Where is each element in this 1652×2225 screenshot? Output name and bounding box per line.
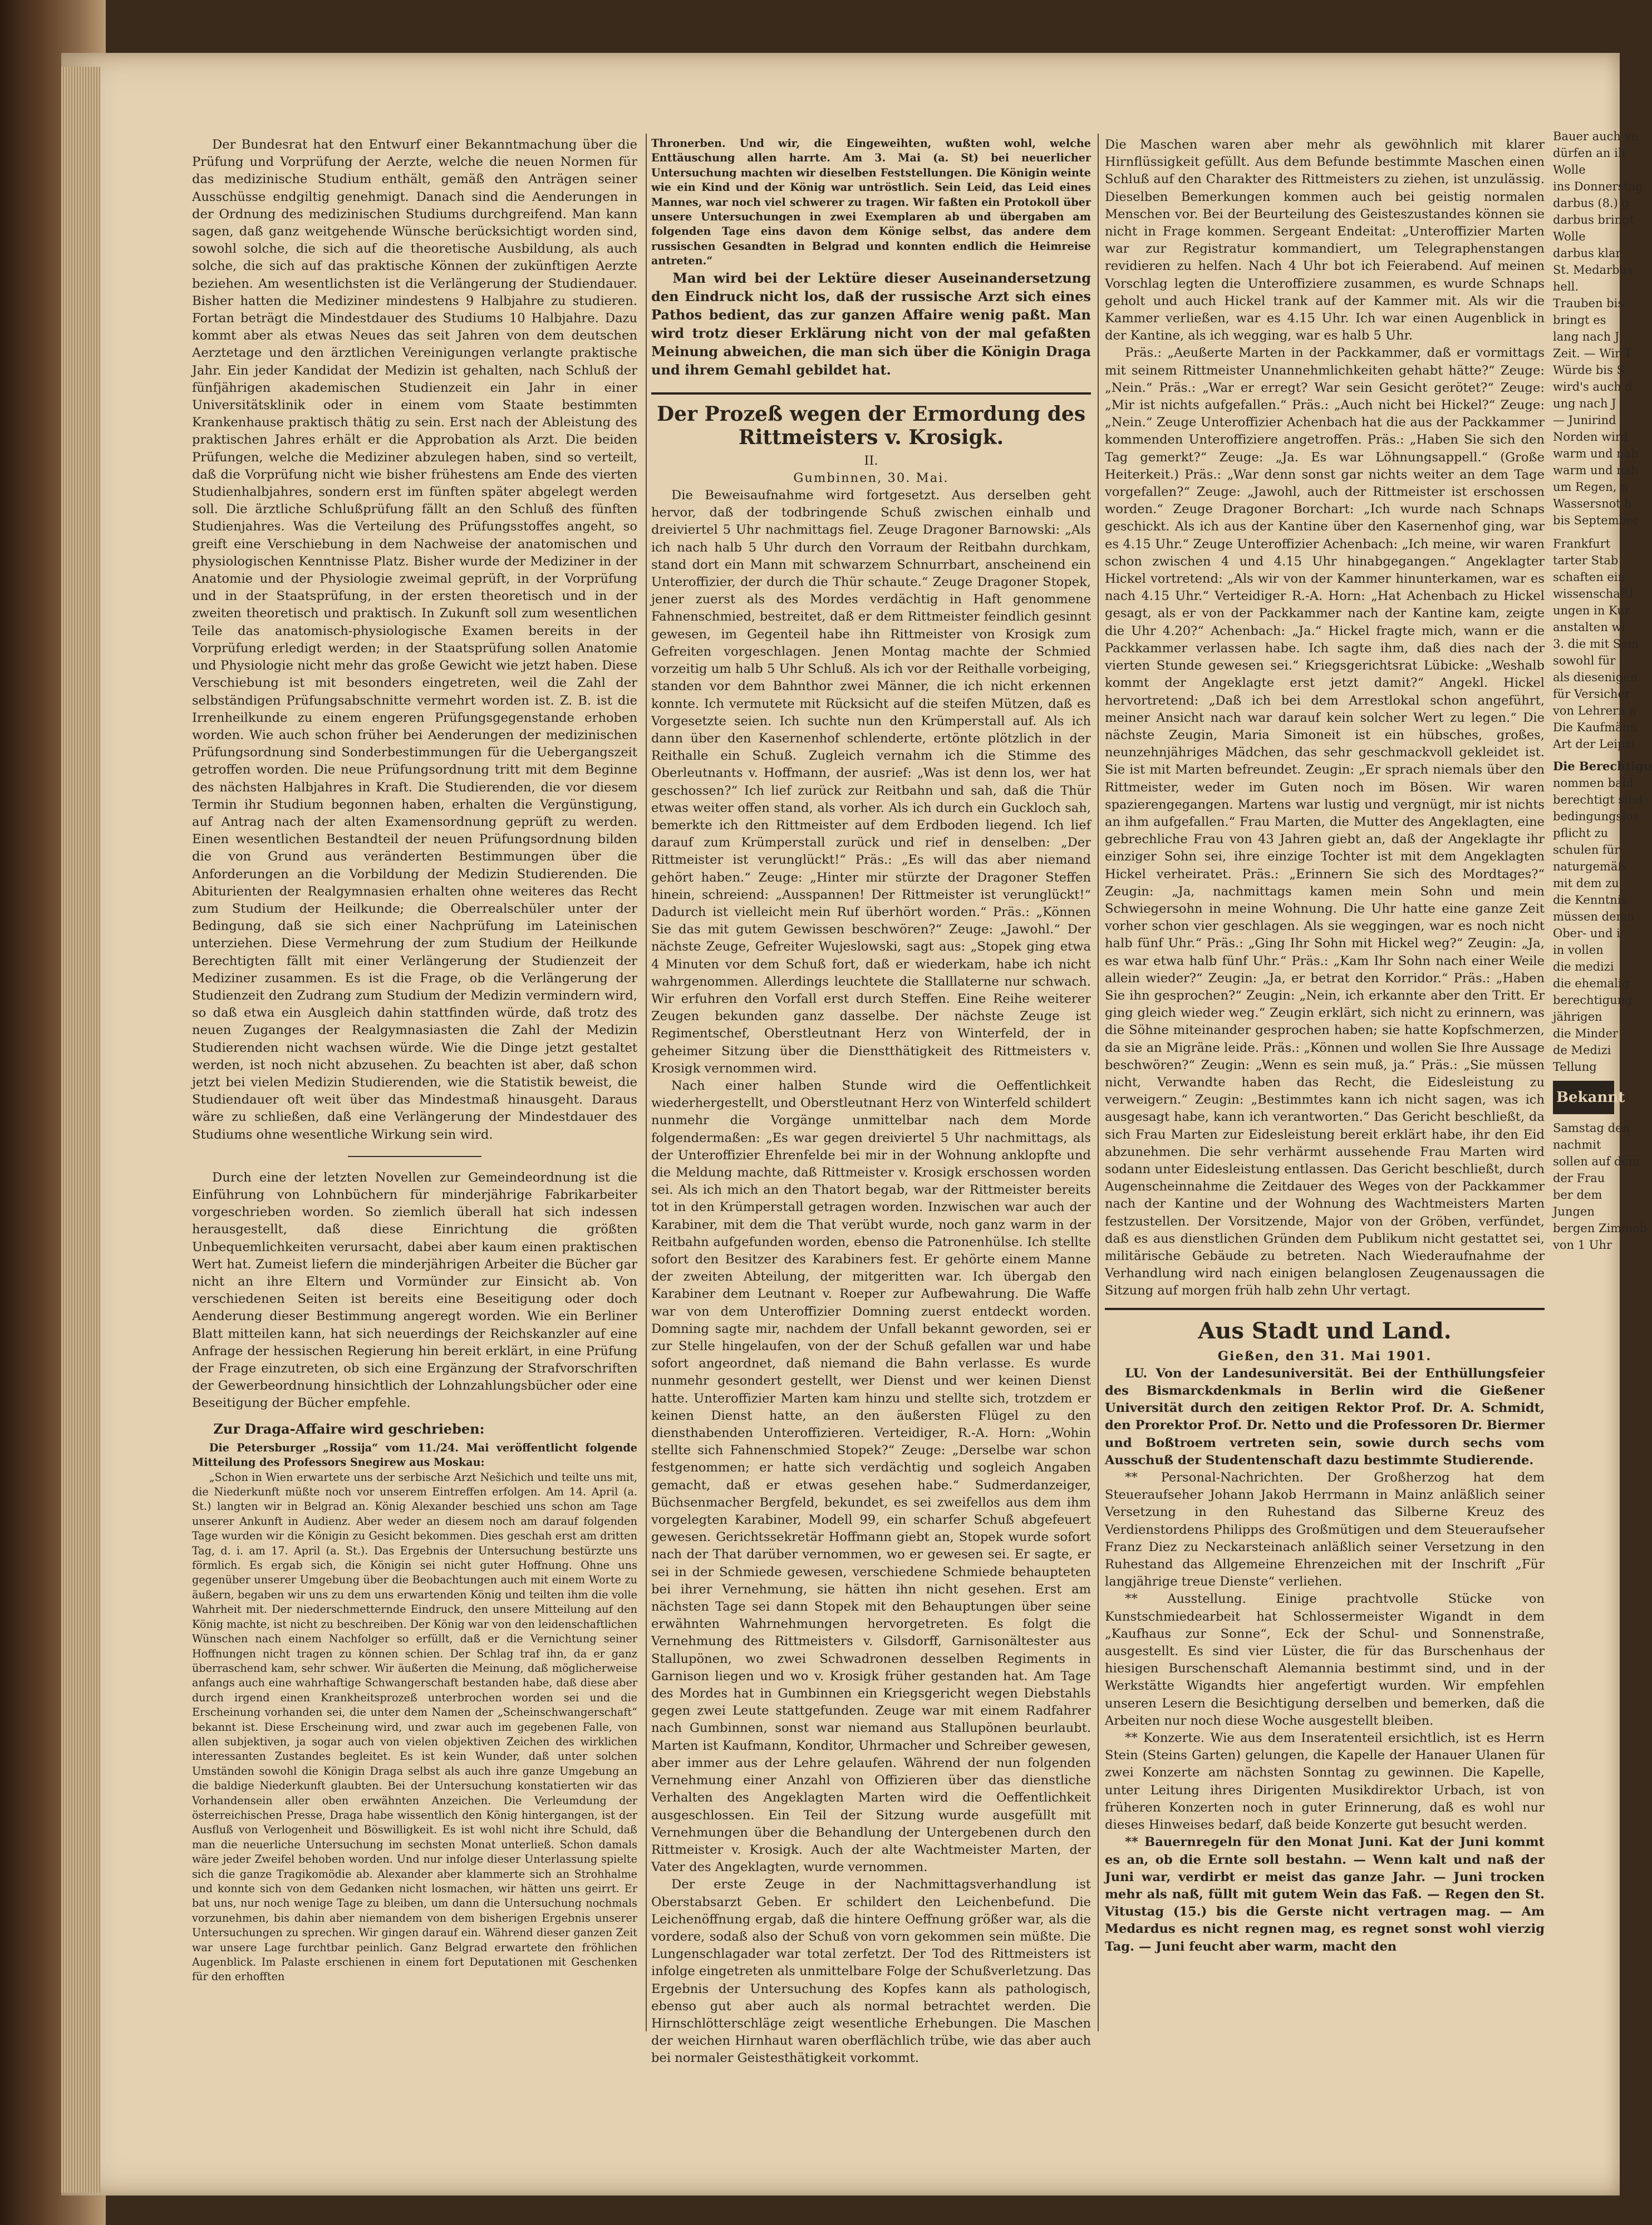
draga-text: „Schon in Wien erwartete uns der serbische Arzt Nešichich und teilte uns mit, die Niederkunft müßte noch vor unserem Eintreffen erfolgen. Am 14. April (a. St.) langten wir in Belgrad an. König Alexander beschied uns schon am Tage unserer Ankunft in Audienz. Aber weder an diesem noch am darauf folgenden Tage wurden wir die Königin zu Gesicht bekommen. Dies geschah erst am dritten Tag, d. i. am 17. April (a. St.). Das Ergebnis der Untersuchung bestürzte uns förmlich. Es ergab sich, die Königin sei nicht guter Hoffnung. Ohne uns gegenüber unserer Umgebung über die Beobachtungen auch mit einem Worte zu äußern, begaben wir uns zu dem uns erwartenden König und teilten ihm die volle Wahrheit mit. Der niederschmetternde Eindruck, den unsere Mitteilung auf den König machte, ist nicht zu beschreiben. Der König war von den leidenschaftlichen Wünschen nach einem Nachfolger so erfüllt, daß er die Vernichtung seiner Hoffnungen nicht tragen zu können schien. Der Schlag traf ihn, da er ganz überraschend kam, sehr schwer. Wir äußerten die Meinung, daß möglicherweise anfangs auch eine wahrhaftige Schwangerschaft bestanden habe, daß diese aber durch irgend einen Krankheitsprozeß unterbrochen worden sei und die Erscheinung vorhanden sei, die unter dem Namen der „Scheinschwangerschaft“ bekannt ist. Diese Erscheinung wird, und zwar auch im gegebenen Falle, von allen subjektiven, ja sogar auch von vielen objektiven Zeichen des wirklichen interessanten Zustandes begleitet. Es ist kein Wunder, daß unter solchen Umständen sowohl die Königin Draga selbst als auch ihre ganze Umgebung an die baldige Niederkunft glaubten. Bei der Untersuchung konstatierten wir das Vorhandensein aller oben erwähnten Anzeichen. Die Verleumdung der österreichischen Presse, Draga habe wissentlich den König hintergangen, ist der Ausfluß von Verlogenheit und Böswilligkeit. Es ist wohl nicht ihre Schuld, daß man die neuerliche Untersuchung im sechsten Monat unterließ. Schon damals wäre jeder Zweifel behoben worden. Und nur infolge dieser Unterlassung spielte sich die ganze Tragikomödie ab. Alexander aber klammerte sich an Strohhalme und konnte sich von dem Gedanken nicht losmachen, wir hätten uns geirrt. Er bat uns, nur noch wenige Tage zu bleiben, um dann die Untersuchung nochmals vorzunehmen, bis dahin aber niemandem von dem bisherigen Ergebnis unserer Untersuchungen zu sprechen. Wir gingen darauf ein. Während dieser ganzen Zeit war unsere Lage furchtbar peinlich. Ganz Belgrad erwartete den fröhlichen Augenblick. Im Palaste erschienen in einem fort Deputationen mit Geschenken für den erhofften [192, 1470, 637, 1983]
trial-paragraph: Die Beweisaufnahme wird fortgesetzt. Aus derselben geht hervor, daß der todbringende Schuß zwischen einhalb und dreiviertel 5 Uhr nachmittags fiel. Zeuge Dragoner Barnowski: „Als ich nach halb 5 Uhr durch den Vorraum der Reitbahn durchkam, stand dort ein Mann mit schwarzem Schnurrbart, anscheinend ein Unteroffizier, der durch die Thür schaute.“ Zeuge Dragoner Stopek, jener zuerst als des Mordes verdächtig in Haft genommene Fahnenschmied, bestreitet, daß er dem Rittmeister feindlich gesinnt gewesen, im Gegenteil habe ihn Rittmeister von Krosigk zum Gefreiten vorgeschlagen. Jenen Montag machte der Schmied vorzeitig um halb 5 Uhr Schluß. Als ich vor der Reithalle vorbeiging, standen vor dem Bahnthor zwei Männer, die ich nicht erkennen konnte. Ich vermutete mit Rücksicht auf die steifen Mützen, daß es Vorgesetzte seien. Ich suchte nun den Krümperstall auf. Als ich dann über den Kasernenhof schlenderte, ertönte plötzlich in der Reithalle ein Schuß. Zugleich vernahm ich die Stimme des Oberleutnants v. Hoffmann, der ausrief: „Was ist denn los, wer hat geschossen?“ Ich lief zurück zur Reitbahn und sah, daß die Thür etwas weiter offen stand, als vorher. Als ich durch ein Guckloch sah, bemerkte ich den Rittmeister auf dem Erdboden liegend. Ich lief darauf zum Krümperstall zurück und rief in denselben: „Der Rittmeister ist verunglückt!“ Präs.: „Es will das aber niemand gehört haben.“ Zeuge: „Hinter mir stürzte der Dragoner Steffen hinein, schreiend: „Ausspannen! Der Rittmeister ist verunglückt!“ Dadurch ist vielleicht mein Ruf überhört worden.“ Präs.: „Können Sie das mit gutem Gewissen beschwören?“ Zeuge: „Jawohl.“ Der nächste Zeuge, Gefreiter Wujeslowski, sagt aus: „Stopek ging etwa 4 Minuten vor dem Schuß fort, daß er wiederkam, habe ich nicht wahrgenommen. Allerdings leuchtete die Stalllaterne nur schwach. Wir erfuhren den Vorfall erst durch Steffen. Eine Reihe weiterer Zeugen bekunden ganz dasselbe. Der nächste Zeuge ist Regimentschef, Oberstleutnant Herz von Winterfeld, der in geheimer Sitzung über die Dienstthätigkeit des Rittmeisters v. Krosigk vernommen wird. [651, 488, 1091, 1076]
fragment-line: Jungen [1553, 1205, 1595, 1218]
fragment-line: der Frau [1553, 1171, 1605, 1185]
fragment-line: bringt es [1553, 313, 1606, 327]
fragment-line: sollen auf dem [1553, 1155, 1640, 1168]
fragment-line: von 1 Uhr [1553, 1238, 1612, 1252]
fragment-lines-mid [1553, 535, 1639, 752]
fragment-line: für Versicher [1553, 687, 1630, 701]
draga-intro: Die Petersburger „Rossija“ vom 11./24. Mai veröffentlicht folgende Mitteilung des Professors Snegirew aus Moskau: [192, 1441, 637, 1469]
trial-part: II. [864, 453, 878, 468]
fragment-line: darbus klar [1553, 247, 1621, 260]
fragment-line: Samstag den [1553, 1121, 1630, 1135]
fragment-line: nachmit [1553, 1138, 1601, 1151]
fragment-lines-bottom [1553, 775, 1643, 1075]
fragment-line: berechtigt sind [1553, 793, 1643, 806]
fragment-line: ins Donnerstag [1553, 180, 1643, 193]
fragment-line: bedingungslos [1553, 810, 1639, 823]
trial-continued: Präs.: „Aeußerte Marten in der Packkammer, daß er vormittags mit seinem Rittmeister Unannehmlichkeiten gehabt hätte?“ Zeuge: „Nein.“ Präs.: „War er erregt? War sein Gesicht gerötet?“ Zeuge: „Mir ist nichts aufgefallen.“ Präs.: „Auch nicht bei Hickel?“ Zeuge: „Nein.“ Zeuge Unteroffizier Achenbach hat die aus der Packkammer kommenden Unteroffiziere angetroffen. Präs.: „Haben Sie sich den Tag gemerkt?“ Zeuge: „Ja. Es war Löhnungsappell.“ (Große Heiterkeit.) Präs.: „War denn sonst gar nichts weiter an dem Tage vorgefallen?“ Zeuge: „Jawohl, auch der Rittmeister ist erschossen worden.“ Zeuge Dragoner Borchart: „Ich wurde nach Schnaps geschickt. Als ich aus der Kantine über den Kasernenhof ging, war es 4.15 Uhr.“ Zeuge Unteroffizier Achenbach: „Ich meine, wir waren schon zwischen 4 und 4.15 Uhr hinabgegangen.“ Angeklagter Hickel vortretend: „Als wir von der Kammer hinunterkamen, war es nach 4.15 Uhr.“ Verteidiger R.-A. Horn: „Hat Achenbach zu Hickel gesagt, als er von der Packkammer nach der Kantine kam, zeigte die Uhr 4.20?“ Achenbach: „Ja.“ Hickel fragte mich, wann er die Packkammer verlassen habe. Ich sagte ihm, daß dies nach der vierten Stunde gewesen sei.“ Kriegsgerichtsrat Lübicke: „Weshalb kommt der Angeklagte erst jetzt damit?“ Angekl. Hickel hervortretend: „Daß ich bei dem Arrestlokal schon angeführt, meiner Ansicht nach war darauf kein solcher Wert zu legen.“ Die nächste Zeugin, Maria Simoneit ist ein hübsches, großes, neunzehnjähriges Mädchen, das sehr geschmackvoll gekleidet ist. Sie ist mit Marten befreundet. Zeugin: „Er sprach niemals über den Rittmeister, weder im Guten noch im Bösen. Wir waren spazierengegangen. Martens war lustig und vergnügt, mir ist nichts an ihm aufgefallen.“ Frau Marten, die Mutter des Angeklagten, eine gebrechliche Frau von 43 Jahren giebt an, daß der Angeklagte ihr einziger Sohn sei, ihre einzige Tochter ist mit dem Angeklagten Hickel verheiratet. Präs.: „Erinnern Sie sich des Mordtages?“ Zeugin: „Ja, nachmittags kamen mein Sohn und mein Schwiegersohn in meine Wohnung. Die Uhr hatte eine ganze Zeit vorher schon vier geschlagen. Als sie weggingen, war es noch nicht halb fünf Uhr.“ Präs.: „Ging Ihr Sohn mit Hickel weg?“ Zeugin: „Ja, es war etwa halb fünf Uhr.“ Präs.: „Kam Ihr Sohn nach einer Weile allein wieder?“ Zeugin: „Ja, er betrat den Korridor.“ Präs.: „Haben Sie ihn gesprochen?“ Zeugin: „Nein, ich erkannte aber den Tritt. Er ging gleich wieder weg.“ Zeugin erklärt, sich nicht zu erinnern, was die Söhne miteinander gesprochen haben; sie hatte Kopfschmerzen, da sie an Migräne leide. Präs.: „Können und wollen Sie Ihre Aussage beschwören?“ Zeugin: „Wenn es sein muß, ja.“ Präs.: „Sie müssen nicht, Verwandte haben das Recht, die Eidesleistung zu verweigern.“ Zeugin: „Bestimmtes kann ich nicht sagen, was ich ausgesagt habe, kann ich verantworten.“ Das Gericht beschließt, da sich Frau Marten zur Eidesleistung bereit erklärt habe, ihr den Eid abzunehmen. Die sehr verhärmt aussehende Frau Marten wird sodann unter Eidesleistung entlassen. Das Gericht beschließt, durch Augenscheinnahme die Zeitdauer des Weges von der Packkammer nach der Kantine und der Wohnung des Wachtmeisters Marten festzustellen. Der Vorsitzende, Major von der Gröben, verfündet, daß es aus dienstlichen Gründen dem Publikum nicht gestattet sei, militärische Gebäude zu betreten. Nach Wiederaufnahme der Verhandlung wird nach einigen belanglosen Zeugenaussagen die Sitzung auf morgen früh halb zehn Uhr vertagt. [1105, 346, 1545, 1298]
draga-continued: Thronerben. Und wir, die Eingeweihten, wußten wohl, welche Enttäuschung allen harrte. Am 3. Mai (a. St) bei neuerlicher Untersuchung machten wir dieselben Feststellungen. Die Königin weinte wie ein Kind und der König war untröstlich. Sein Leid, das Leid eines Mannes, war noch viel schwerer zu tragen. Wir faßten ein Protokoll über unsere Untersuchungen in zwei Exemplaren ab und übergaben am folgenden Tage eins davon dem Könige selbst, das andere dem russischen Gesandten in Belgrad und konnten endlich die Heimreise antreten.“ [651, 137, 1091, 268]
column-3 [1105, 136, 1545, 1956]
fragment-line: bergen Zimmob [1553, 1222, 1648, 1235]
fragment-line: Bauer auch ve [1553, 130, 1638, 143]
trial-paragraph: Der erste Zeuge in der Nachmittagsverhandlung ist Oberstabsarzt Geben. Er schildert den Leichenbefund. Die Leichenöffnung ergab, daß die hintere Oeffnung größer war, als die vordere, sodaß also der Schuß von vorn gekommen sein müßte. Die Lungenschlagader war total zerfetzt. Der Tod des Rittmeisters ist infolge eingetreten als unmittelbare Folge der Schußverletzung. Das Ergebnis der Untersuchung des Kopfes kann als pathologisch, ebenso gut aber auch als normal betrachtet werden. Die Hirnschlötterschläge zeigt wesentliche Erhebungen. Die Maschen der weichen Hirnhaut waren oberflächlich trübe, wie das aber auch bei normaler Geistesthätigkeit vorkommt. [651, 1877, 1091, 2066]
fragment-line: nommen bald [1553, 776, 1634, 790]
column-2 [651, 136, 1091, 2068]
fragment-line: dürfen an ih [1553, 146, 1626, 160]
separator-rule [348, 1156, 481, 1157]
fragment-line: ber dem [1553, 1188, 1602, 1202]
fragment-line: wird's auch d [1553, 380, 1633, 393]
fragment-line: warm und nah [1553, 447, 1639, 460]
fragment-line: die Kenntnis [1553, 893, 1628, 907]
fragment-line: naturgemäß [1553, 860, 1626, 873]
fragment-line: um Regen, n [1553, 480, 1628, 494]
article-wage-books: Durch eine der letzten Novellen zur Gemeindeordnung ist die Einführung von Lohnbüchern für minderjährige Fabrikarbeiter vorgeschrieben worden. So ziemlich überall hat sich indessen herausgestellt, daß diese Einrichtung die größten Unbequemlichkeiten verursacht, dabei aber kaum einen praktischen Wert hat. Zumeist liefern die minderjährigen Arbeiter die Bücher gar nicht an ihre Eltern und Vormünder zur Einsicht ab. Von verschiedenen Seiten ist bereits eine Beseitigung oder doch Aenderung dieser Bestimmung angeregt worden. Wie ein Berliner Blatt mitteilen kann, hat sich neuerdings der Reichskanzler auf eine Anfrage der hessischen Regierung hin bereit erklärt, in eine Prüfung der Frage einzutreten, ob sich eine Ergänzung der Strafvorschriften der Gewerbeordnung hinsichtlich der Lohnzahlungsbücher oder eine Beseitigung der Bücher empfehle. [192, 1170, 637, 1411]
column-1 [192, 136, 637, 1985]
fragment-line: müssen demn [1553, 910, 1635, 923]
fragment-line: Würde bis S [1553, 363, 1625, 377]
fragment-line: die Minder [1553, 1027, 1618, 1040]
local-news-item: ** Bauernregeln für den Monat Juni. Kat der Juni kommt es an, ob die Ernte soll bestahn. — Wenn kalt und naß der Juni war, verdirbt er meist das ganze Jahr. — Juni trocken mehr als naß, füllt mit gutem Wein das Faß. — Regen den St. Vitustag (15.) bis die Gerste nicht vertragen mag. — Am Medardus es nicht regnen mag, es regnet sonst wohl vierzig Tag. — Juni feucht aber warm, macht den [1105, 1835, 1545, 1954]
local-news-item: ** Ausstellung. Einige prachtvolle Stücke von Kunstschmiedearbeit hat Schlossermeister Wigandt in dem „Kaufhaus zur Sonne“, Eck der Schul- und Sonnenstraße, ausgestellt. Es sind vier Lüster, die für das Burschenhaus der hiesigen Burschenschaft Alemannia bestimmt sind, und in der Werkstätte Wigandts hier angefertigt wurden. Wir empfehlen unseren Lesern die Besichtigung derselben und bemerken, daß die Arbeiten nur noch diese Woche ausgestellt bleiben. [1105, 1592, 1545, 1728]
fragment-heading: Die Berechtigu [1553, 759, 1652, 773]
page-edges [61, 67, 100, 2193]
fragment-line: mit dem zu [1553, 877, 1619, 890]
fragment-line: tarter Stab [1553, 554, 1619, 567]
fragment-line: Trauben bis [1553, 297, 1624, 310]
fragment-line: in vollen [1553, 943, 1604, 957]
fragment-line: Wolle [1553, 230, 1586, 243]
fragment-line: — Junirind [1553, 414, 1616, 427]
fragment-line: warm und nah [1553, 464, 1639, 477]
fragment-box: Bekannt [1553, 1081, 1614, 1114]
fragment-line: wissenschaftl [1553, 587, 1633, 600]
fragment-line: die medizi [1553, 960, 1614, 973]
trial-dateline: Gumbinnen, 30. Mai. [793, 470, 949, 485]
trial-heading: Der Prozeß wegen der Ermordung des Rittmeisters v. Krosigk. [656, 402, 1086, 449]
fragment-line: St. Medarbus [1553, 263, 1633, 277]
fragment-line: darbus bringt [1553, 213, 1635, 227]
fragment-line: von Lehrern a [1553, 704, 1636, 717]
heading-rule [651, 392, 1091, 395]
article-medical-exam: Der Bundesrat hat den Entwurf einer Bekanntmachung über die Prüfung und Vorprüfung der Aerzte, welche die neuen Normen für das medizinische Studium enthält, gemäß den Anträgen seiner Ausschüsse endgiltig genehmigt. Danach sind die Aenderungen in der Ordnung des medizinischen Studiums durchgreifend. Man kann sagen, daß ganz weitgehende Wünsche berücksichtigt worden sind, sowohl solche, die sich auf die theoretische Ausbildung, als auch solche, die sich auf das praktische Können der zukünftigen Aerzte beziehen. Am wesentlichsten ist die Verlängerung der Studiendauer. Bisher hatten die Mediziner mindestens 9 Halbjahre zu studieren. Fortan beträgt die Mindestdauer des Studiums 10 Halbjahre. Dazu kommt aber als etwas Neues das seit Jahren von dem deutschen Aerztetage und den ärztlichen Vereinigungen verlangte praktische Jahr. Ein jeder Kandidat der Medizin ist gehalten, nach Schluß der fünfjährigen akademischen Studienzeit ein Jahr in einer Universitätsklinik oder in einem vom Staate bestimmten Krankenhause praktisch thätig zu sein. Erst nach der Ableistung des praktischen Jahres erhält er die Approbation als Arzt. Die beiden Prüfungen, welche die Mediziner abzulegen haben, sind so verteilt, daß die Vorprüfung nicht wie bisher frühestens am Ende des vierten Studienhalbjahres, sondern erst im fünften später abgelegt werden soll. Die ärztliche Schlußprüfung fällt an den Schluß des fünften Studienjahres. Was die Verteilung des Prüfungsstoffes angeht, so greift eine Verschiebung in dem Nachweise der anatomischen und physiologischen Kenntnisse Platz. Bisher wurde der Mediziner in der Anatomie und der Physiologie zweimal geprüft, in der Vorprüfung und in der Staatsprüfung, in der ersten theoretisch und in der zweiten theoretisch und praktisch. In Zukunft soll zum wesentlichen Teile das anatomisch-physiologische Examen bereits in der Vorprüfung erledigt werden; in der Staatsprüfung sollen Anatomie und Physiologie nicht mehr das große Gewicht wie jetzt haben. Diese Verschiebung ist mit besonders eingetreten, weil die Zahl der selbständigen Prüfungsabschnitte vermehrt worden ist. Z. B. ist die Irrenheilkunde zu einem engeren Prüfungsgegenstande erhoben worden. Wie auch schon früher bei Aenderungen der medizinischen Prüfungsordnung sind Sonderbestimmungen für die Uebergangszeit getroffen worden. Die neue Prüfungsordnung tritt mit dem Beginne des nächsten Halbjahres in Kraft. Die Studierenden, die vor diesem Termin ihr Studium begonnen haben, erhalten die Vergünstigung, auf Antrag nach der alten Examensordnung geprüft zu werden. Einen wesentlichen Bestandteil der neuen Prüfungsordnung bilden die von Grund aus veränderten Bestimmungen über die Anforderungen an die Vorbildung der Medizin Studierenden. Die Abiturienten der Realgymnasien erhalten ohne weiteres das Recht zum Studium der Heilkunde; die Oberrealschüler unter der Bedingung, daß sie sich einer Nachprüfung im Lateinischen unterziehen. Diese Vermehrung der zum Studium der Heilkunde Berechtigten fällt mit einer Verlängerung der Studienzeit der Mediziner zusammen. Es ist die Frage, ob die Verlängerung der Studienzeit den Zudrang zum Studium der Medizin vermindern wird, so daß etwa ein Ausgleich dahin stattfinden würde, daß trotz des neuen Zuganges der Realgymnasiasten die Zahl der Medizin Studierenden nicht wachsen würde. Wie die Dinge jetzt gestaltet werden, ist noch nicht abzusehen. Zu beachten ist aber, daß schon jetzt bei vielen Medizin Studierenden, wie die Statistik beweist, die Studiendauer oft weit über das Mindestmaß hinausgeht. Daraus wäre zu schließen, daß eine Verlängerung der Mindestdauer des Studiums ohne wesentliche Wirkung sein wird. [192, 137, 637, 1142]
fragment-line: Zeit. — Wir T [1553, 347, 1632, 360]
fragment-line: darbus (8.) g [1553, 196, 1629, 210]
local-news-item: ** Konzerte. Wie aus dem Inseratenteil ersichtlich, ist es Herrn Stein (Steins Garten) gelungen, die Kapelle der Hanauer Ulanen für zwei Konzerte am nächsten Sonntag zu gewinnen. Die Kapelle, unter Leitung ihres Dirigenten Musikdirektor Urbach, ist von früheren Konzerten noch in guter Erinnerung, daß es wohl nur dieses Hinweises bedarf, daß beide Konzerte gut besucht werden. [1105, 1731, 1545, 1833]
fragment-line: sowohl für [1553, 654, 1616, 667]
fragment-line: anstalten wi [1553, 621, 1626, 634]
fragment-line: Art der Leipzi [1553, 737, 1635, 751]
fragment-line: Ober- und i [1553, 927, 1620, 940]
trial-paragraph: Nach einer halben Stunde wird die Oeffentlichkeit wiederhergestellt, und Oberstleutnant Herz von Winterfeld schildert nunmehr die Vorgänge unmittelbar nach dem Morde folgendermaßen: „Es war gegen dreiviertel 5 Uhr nachmittags, als der Unteroffizier Ehrenfelde bei mir in der Wohnung anklopfte und die Meldung machte, daß Rittmeister v. Krosigk erschossen worden sei. Als ich mich an den Thatort begab, war der Rittmeister bereits tot in den Krümperstall getragen worden. Inzwischen war auch der Karabiner, mit dem die That verübt wurde, noch ganz warm in der Reitbahn aufgefunden worden, ebenso die Patronenhülse. Ich stellte sofort den Besitzer des Karabiners fest. Er gehörte einem Manne der zweiten Abteilung, der mitgeritten war. Ich übergab den Karabiner dem Leutnant v. Roeper zur Aufbewahrung. Die Waffe war von dem Unteroffizier Domning zuerst entdeckt worden. Domning sagte mir, nachdem der Unfall bekannt geworden, sei er zur Stelle hingelaufen, von der der Schuß gefallen war und habe sofort angeordnet, daß niemand die Bahn verlasse. Es wurde nunmehr gesondert gestellt, wer Dienst und wer keinen Dienst hatte. Unteroffizier Marten kam hinzu und stellte sich, trotzdem er keinen Dienst hatte, an den äußersten Flügel zu den diensthabenden Unteroffizieren. Verteidiger, R.-A. Horn: „Wohin stellte sich Fahnenschmied Stopek?“ Zeuge: „Derselbe war schon festgenommen; er hatte sich verdächtig und sogleich Angaben gemacht, daß er etwas gesehen habe.“ Sudmerdanzeiger, Büchsenmacher Bergfeld, bekundet, es sei zweifellos aus dem ihm vorgelegten Karabiner, Modell 99, ein scharfer Schuß abgefeuert gewesen. Gerichtssekretär Hoffmann giebt an, Stopek wurde sofort nach der That darüber vernommen, wo er gewesen sei. Er sagte, er sei in der Schmiede gewesen, verschiedene Schmiede behaupteten bei ihrer Vernehmung, sie hätten ihn nicht gesehen. Erst am nächsten Tage sei dann Stopek mit den Behauptungen über seine erwähnten Wahrnehmungen hervorgetreten. Es folgt die Vernehmung des Rittmeisters v. Gilsdorff, Garnisonältester aus Stallupönen, wo zwei Schwadronen desselben Regiments in Garnison liegen und wo v. Krosigk früher gestanden hat. Am Tage des Mordes hat in Gumbinnen ein Kriegsgericht wegen Diebstahls gegen zwei Leute stattgefunden. Zeuge war mit einem Radfahrer nach Gumbinnen, sonst war niemand aus Stallupönen beurlaubt. Marten ist Kaufmann, Konditor, Uhrmacher und Schreiber gewesen, aber immer aus der Lehre gelaufen. Während der nun folgenden Vernehmung einer Anzahl von Offizieren über das dienstliche Verhalten des Angeklagten Marten wird die Oeffentlichkeit ausgeschlossen. Ein Teil der Sitzung wurde ausgefüllt mit Vernehmungen über die Behandlung der Untergebenen durch den Rittmeister v. Krosigk. Auch der alte Wachtmeister Marten, der Vater des Angeklagten, wurde vernommen. [651, 1078, 1091, 1875]
local-dateline: Gießen, den 31. Mai 1901. [1217, 1348, 1432, 1363]
column-separator [646, 134, 647, 2031]
local-news-item: ** Personal-Nachrichten. Der Großherzog hat dem Steueraufseher Johann Jakob Herrmann in Mainz anläßlich seiner Versetzung in den Ruhestand das Silberne Kreuz des Verdienstordens Philipps des Großmütigen und dem Steueraufseher Franz Diez zu Neckarsteinach anläßlich seiner Versetzung in den Ruhestand das Allgemeine Ehrenzeichen mit der Inschrift „Für langjährige treue Dienste“ verliehen. [1105, 1470, 1545, 1589]
trial-continued: Die Maschen waren aber mehr als gewöhnlich mit klarer Hirnflüssigkeit gefüllt. Aus dem Befunde bestimmte Maschen einen Schluß auf den Charakter des Rittmeisters zu ziehen, ist unzulässig. Dieselben Bemerkungen kommen auch bei geistig normalen Menschen vor. Bei der Beurteilung des Geisteszustandes können sie nicht in Frage kommen. Sergeant Endeitat: „Unteroffizier Marten war zur Registratur kommandiert, um Telegraphenstangen revidieren zu helfen. Nach 4 Uhr bot ich Feierabend. Auf meinen Vorschlag legten die Unteroffiziere zusammen, es wurde Schnaps geholt und auch Hickel trank auf der Kammer mit. Als wir die Kammer verließen, war es 4.15 Uhr. Ich war einen Augenblick in der Kantine, als ich wegging, war es halb 5 Uhr. [1105, 137, 1545, 343]
fragment-line: pflicht zu [1553, 826, 1609, 840]
heading-rule [1105, 1308, 1545, 1310]
fragment-line: Die Kaufmänn [1553, 721, 1638, 734]
fragment-line: Wolle [1553, 163, 1586, 176]
fragment-line: schulen für [1553, 843, 1620, 856]
draga-heading: Zur Draga-Affaire wird geschrieben: [213, 1420, 485, 1437]
next-page-fragment [1553, 128, 1652, 1253]
fragment-line: schaften ein [1553, 570, 1626, 584]
fragment-line: Tellung [1553, 1060, 1597, 1074]
local-heading: Aus Stadt und Land. [1198, 1317, 1452, 1344]
fragment-line: als diesenigen [1553, 671, 1638, 684]
fragment-line: 3. die mit Sem [1553, 637, 1639, 651]
fragment-line: jährigen [1553, 1010, 1602, 1023]
draga-comment: Man wird bei der Lektüre dieser Auseinandersetzung den Eindruck nicht los, daß der russische Arzt sich eines Pathos bedient, das zur ganzen Affaire wenig paßt. Man wird trotz dieser Erklärung nicht von der mal gefaßten Meinung abweichen, die man sich über die Königin Draga und ihrem Gemahl gebildet hat. [651, 269, 1091, 378]
fragment-line: die ehemalig [1553, 977, 1629, 990]
fragment-line: berechtigung [1553, 993, 1633, 1007]
fragment-line: de Medizi [1553, 1043, 1611, 1057]
fragment-line: hell. [1553, 280, 1579, 293]
fragment-line: Norden wird [1553, 430, 1629, 444]
fragment-line: bis September [1553, 514, 1639, 527]
local-news-item: LU. Von der Landesuniversität. Bei der Enthüllungsfeier des Bismarckdenkmals in Berlin wird die Gießener Universität durch den zeitigen Rektor Prof. Dr. A. Schmidt, den Prorektor Prof. Dr. Netto und die Professoren Dr. Biermer und Boßtroem vertreten sein, sowie durch sechs vom Ausschuß der Studentenschaft dazu bestimmte Studierende. [1105, 1366, 1545, 1468]
column-separator [1098, 134, 1099, 2031]
fragment-line: Frankfurt [1553, 537, 1611, 550]
fragment-line: ung nach J [1553, 397, 1616, 410]
fragment-line: ungen in Kur [1553, 604, 1630, 617]
fragment-line: lang nach J [1553, 330, 1620, 343]
fragment-box-lines [1553, 1120, 1648, 1253]
fragment-lines-top [1553, 128, 1643, 529]
fragment-line: Wassersnot b [1553, 497, 1632, 510]
